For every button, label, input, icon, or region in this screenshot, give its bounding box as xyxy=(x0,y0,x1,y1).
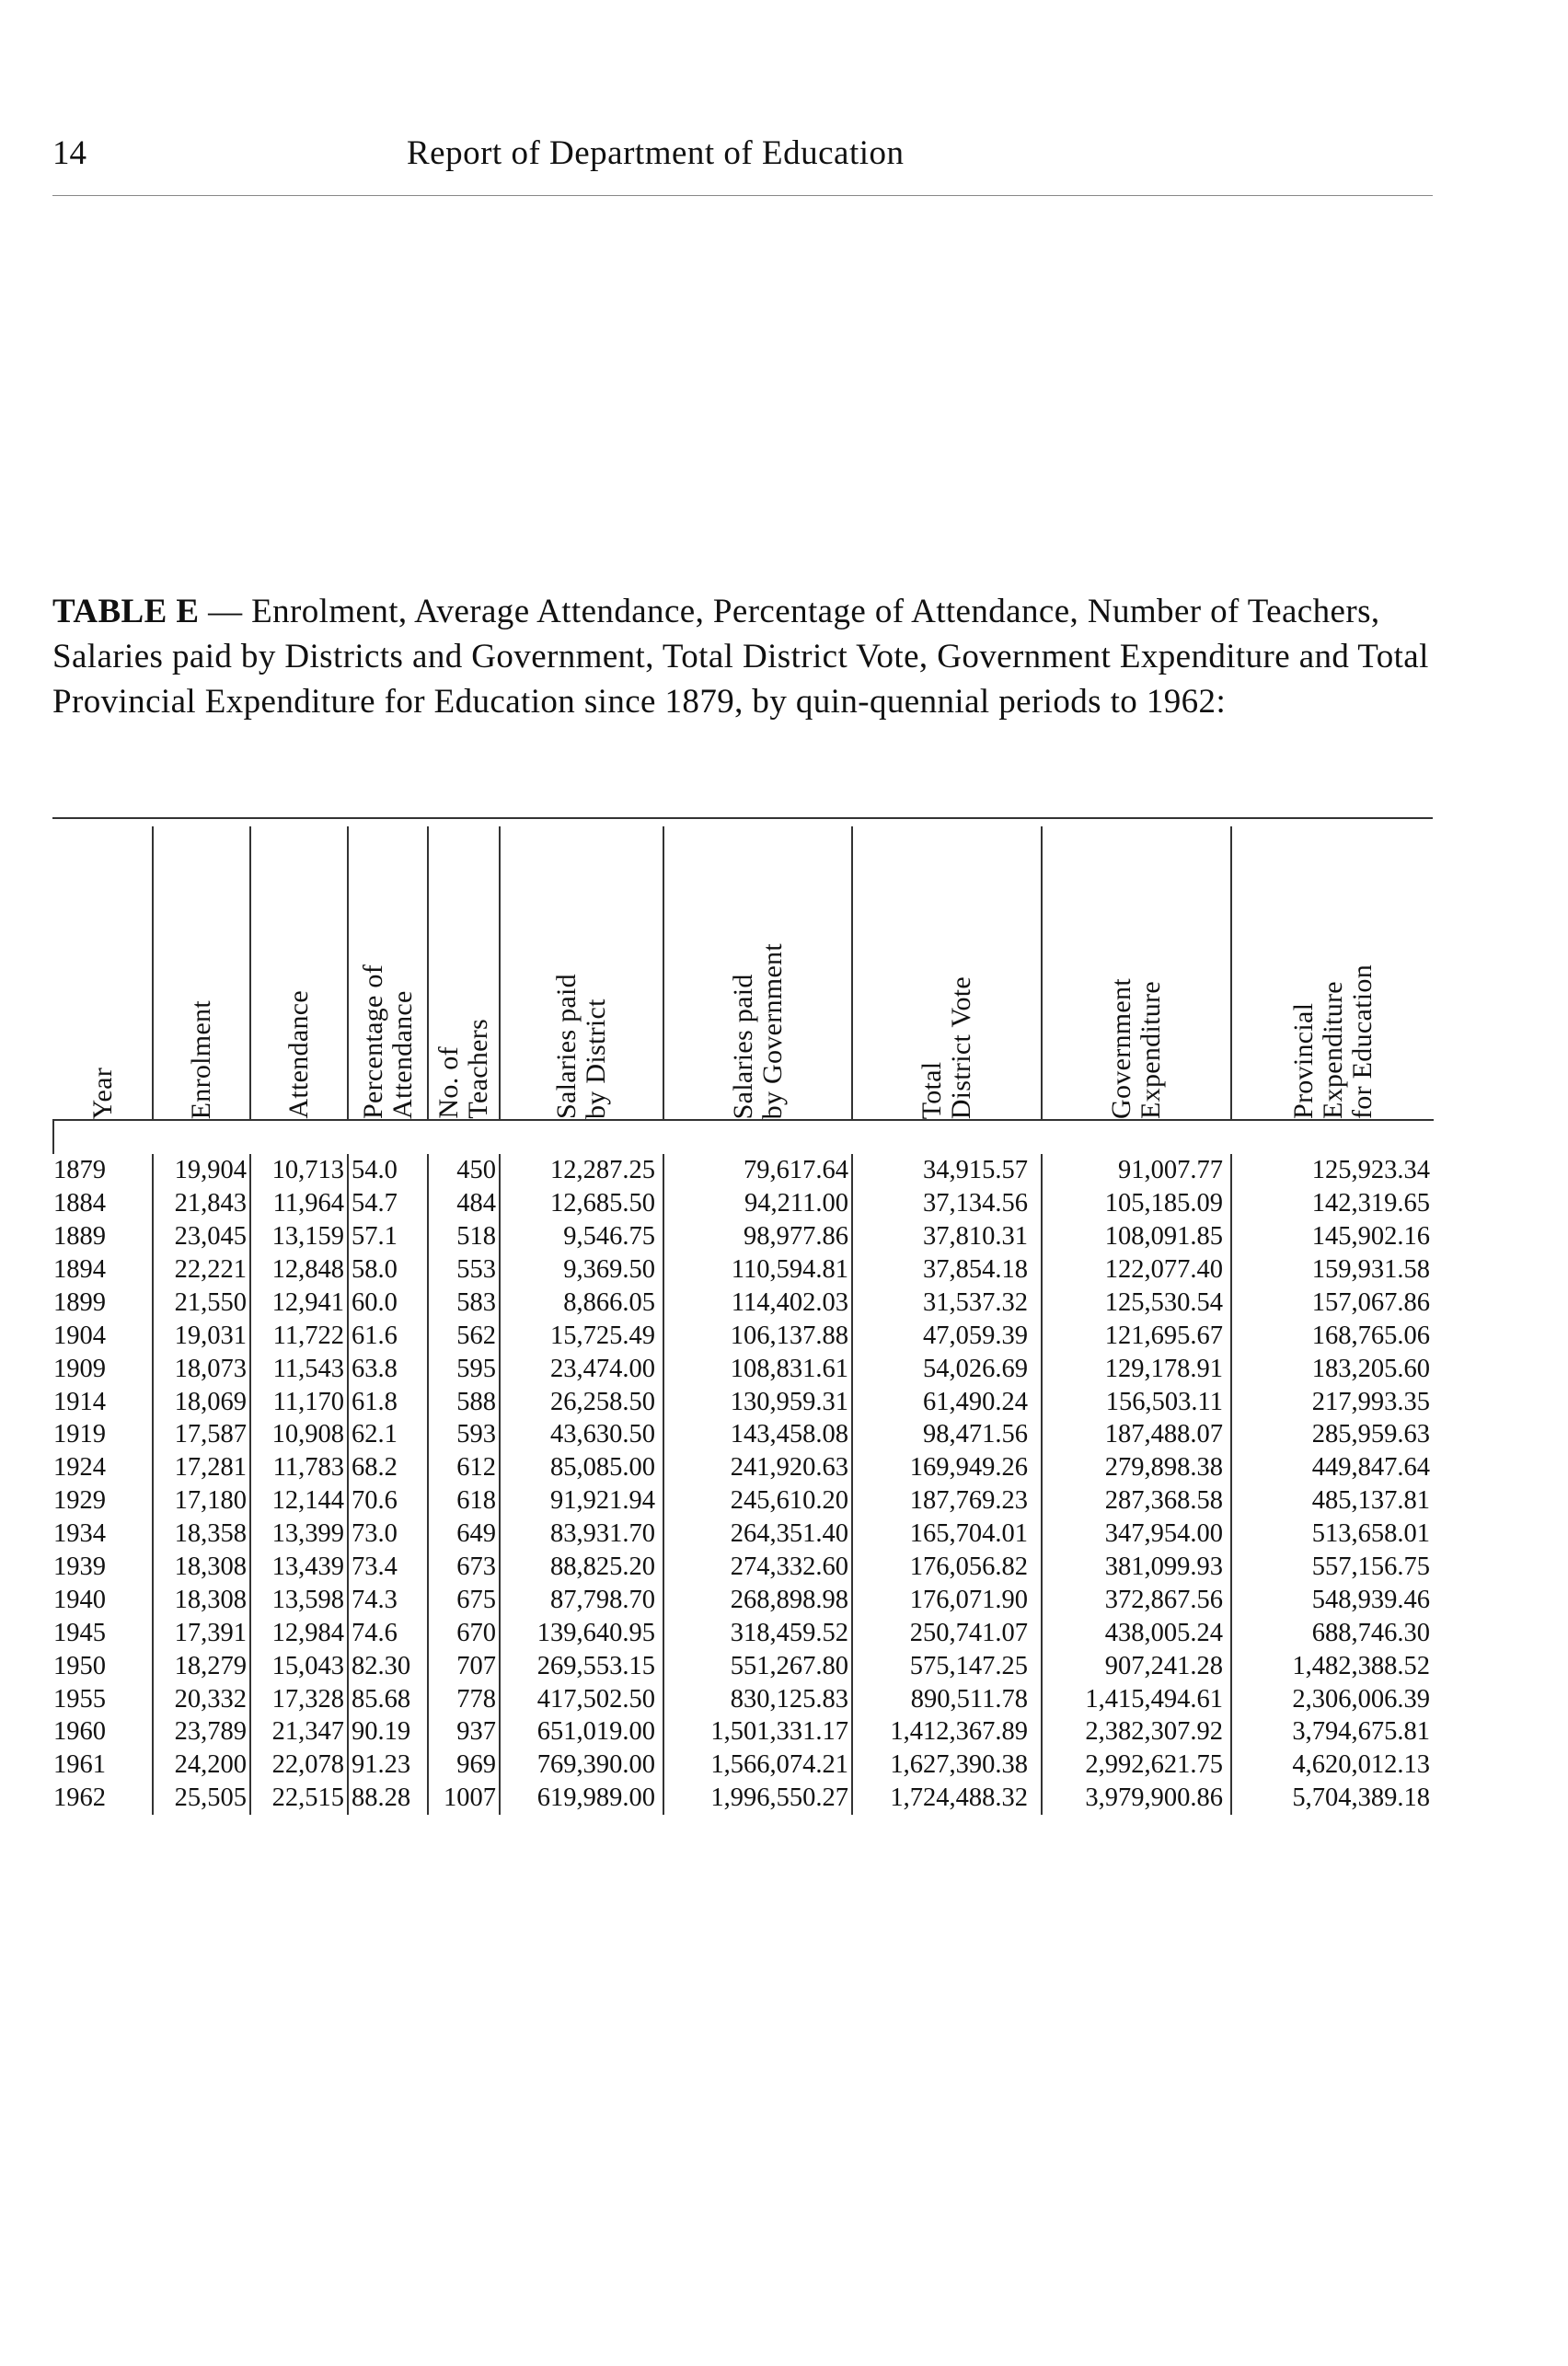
column-header: Salaries paid by Government xyxy=(663,826,852,1120)
table-cell: 707 xyxy=(428,1649,500,1682)
table-cell: 9,546.75 xyxy=(500,1220,663,1253)
table-cell: 11,170 xyxy=(250,1385,348,1418)
table-cell: 142,319.65 xyxy=(1231,1187,1434,1220)
table-cell: 110,594.81 xyxy=(663,1253,852,1287)
table-cell: 129,178.91 xyxy=(1042,1352,1231,1385)
table-row xyxy=(53,1253,1434,1287)
table-row xyxy=(53,1286,1434,1319)
table-cell: 26,258.50 xyxy=(500,1385,663,1418)
table-cell: 83,931.70 xyxy=(500,1518,663,1551)
table-cell: 583 xyxy=(428,1286,500,1319)
table-row xyxy=(53,1319,1434,1352)
table-cell: 595 xyxy=(428,1352,500,1385)
table-row xyxy=(53,1782,1434,1815)
table-cell: 88,825.20 xyxy=(500,1551,663,1584)
table-label: TABLE E xyxy=(52,593,200,630)
table-cell: 125,923.34 xyxy=(1231,1154,1434,1187)
table-cell: 91,921.94 xyxy=(500,1484,663,1518)
table-cell: 1,501,331.17 xyxy=(663,1715,852,1749)
column-header: Enrolment xyxy=(153,826,250,1120)
year-cell: 1934 xyxy=(53,1519,106,1549)
table-cell: 11,783 xyxy=(250,1451,348,1484)
year-cell: 1950 xyxy=(53,1651,106,1680)
table-cell: 122,077.40 xyxy=(1042,1253,1231,1287)
year-cell: 1899 xyxy=(53,1287,106,1317)
table-cell: 143,458.08 xyxy=(663,1418,852,1451)
table-cell: 553 xyxy=(428,1253,500,1287)
table-cell: 1,627,390.38 xyxy=(852,1749,1042,1782)
table-cell: 20,332 xyxy=(153,1682,250,1715)
table-cell: 274,332.60 xyxy=(663,1551,852,1584)
table-cell: 19,031 xyxy=(153,1319,250,1352)
table-cell: 23,789 xyxy=(153,1715,250,1749)
table-cell: 88.28 xyxy=(348,1782,428,1815)
table-cell: 518 xyxy=(428,1220,500,1253)
table-row xyxy=(53,1616,1434,1649)
table-cell: 37,810.31 xyxy=(852,1220,1042,1253)
table-body xyxy=(53,1154,1434,1815)
table-cell: 165,704.01 xyxy=(852,1518,1042,1551)
table-row xyxy=(53,1385,1434,1418)
year-cell: 1939 xyxy=(53,1552,106,1582)
table-cell: 557,156.75 xyxy=(1231,1551,1434,1584)
table-cell: 157,067.86 xyxy=(1231,1286,1434,1319)
table-cell: 12,984 xyxy=(250,1616,348,1649)
table-cell: 10,908 xyxy=(250,1418,348,1451)
table-cell: 54.0 xyxy=(348,1154,428,1187)
table-cell: 17,180 xyxy=(153,1484,250,1518)
year-cell: 1940 xyxy=(53,1585,106,1614)
caption-text: — Enrolment, Average Attendance, Percentage of Attendance, Number of Teachers, Salaries paid by Districts and Government, Total District Vote, Government Expenditure and Total Provincial Expenditure for Education since 1879, by quin-quennial periods to 1962: xyxy=(52,593,1429,721)
table-cell: 513,658.01 xyxy=(1231,1518,1434,1551)
table-cell: 2,992,621.75 xyxy=(1042,1749,1231,1782)
table-cell: 268,898.98 xyxy=(663,1583,852,1616)
table-cell: 47,059.39 xyxy=(852,1319,1042,1352)
header-rule xyxy=(52,195,1433,196)
table-cell: 649 xyxy=(428,1518,500,1551)
table-cell: 60.0 xyxy=(348,1286,428,1319)
table-cell: 31,537.32 xyxy=(852,1286,1042,1319)
table-row xyxy=(53,1154,1434,1187)
table-cell: 21,843 xyxy=(153,1187,250,1220)
column-header: Attendance xyxy=(250,826,348,1120)
column-header: No. of Teachers xyxy=(428,826,500,1120)
table-cell: 688,746.30 xyxy=(1231,1616,1434,1649)
column-header: Government Expenditure xyxy=(1042,826,1231,1120)
table-cell: 18,073 xyxy=(153,1352,250,1385)
table-cell: 13,399 xyxy=(250,1518,348,1551)
table-cell: 24,200 xyxy=(153,1749,250,1782)
table-cell: 37,134.56 xyxy=(852,1187,1042,1220)
table-cell: 612 xyxy=(428,1451,500,1484)
table-cell: 94,211.00 xyxy=(663,1187,852,1220)
table-cell: 125,530.54 xyxy=(1042,1286,1231,1319)
table-cell: 907,241.28 xyxy=(1042,1649,1231,1682)
table-cell: 890,511.78 xyxy=(852,1682,1042,1715)
table-cell: 651,019.00 xyxy=(500,1715,663,1749)
column-header: Total District Vote xyxy=(852,826,1042,1120)
year-cell: 1894 xyxy=(53,1255,106,1284)
table-cell: 5,704,389.18 xyxy=(1231,1782,1434,1815)
page-header xyxy=(52,133,1433,181)
table-cell: 673 xyxy=(428,1551,500,1584)
table-row xyxy=(53,1749,1434,1782)
table-cell: 176,056.82 xyxy=(852,1551,1042,1584)
table-cell: 1007 xyxy=(428,1782,500,1815)
table-cell: 85.68 xyxy=(348,1682,428,1715)
table-row xyxy=(53,1649,1434,1682)
table-cell: 485,137.81 xyxy=(1231,1484,1434,1518)
table-top-rule xyxy=(52,817,1433,819)
table-cell: 73.4 xyxy=(348,1551,428,1584)
year-cell: 1889 xyxy=(53,1222,106,1252)
table-cell: 18,308 xyxy=(153,1583,250,1616)
year-cell: 1914 xyxy=(53,1387,106,1416)
table-cell: 187,769.23 xyxy=(852,1484,1042,1518)
table-cell: 74.6 xyxy=(348,1616,428,1649)
table-cell: 87,798.70 xyxy=(500,1583,663,1616)
table-cell: 13,159 xyxy=(250,1220,348,1253)
table-cell: 12,144 xyxy=(250,1484,348,1518)
table-cell: 106,137.88 xyxy=(663,1319,852,1352)
table-row xyxy=(53,1518,1434,1551)
table-cell: 22,515 xyxy=(250,1782,348,1815)
table-cell: 91.23 xyxy=(348,1749,428,1782)
table-cell: 417,502.50 xyxy=(500,1682,663,1715)
table-cell: 176,071.90 xyxy=(852,1583,1042,1616)
table-cell: 269,553.15 xyxy=(500,1649,663,1682)
table-cell: 12,685.50 xyxy=(500,1187,663,1220)
page-number: 14 xyxy=(52,134,86,172)
table-cell: 90.19 xyxy=(348,1715,428,1749)
table-cell: 23,474.00 xyxy=(500,1352,663,1385)
table-cell: 287,368.58 xyxy=(1042,1484,1231,1518)
table-cell: 168,765.06 xyxy=(1231,1319,1434,1352)
table-cell: 79,617.64 xyxy=(663,1154,852,1187)
table-cell: 11,722 xyxy=(250,1319,348,1352)
table-cell: 318,459.52 xyxy=(663,1616,852,1649)
table-cell: 61.6 xyxy=(348,1319,428,1352)
table-cell: 139,640.95 xyxy=(500,1616,663,1649)
table-cell: 108,091.85 xyxy=(1042,1220,1231,1253)
table-cell: 264,351.40 xyxy=(663,1518,852,1551)
table-cell: 17,587 xyxy=(153,1418,250,1451)
table-cell: 1,415,494.61 xyxy=(1042,1682,1231,1715)
table-cell: 70.6 xyxy=(348,1484,428,1518)
table-cell: 98,977.86 xyxy=(663,1220,852,1253)
table-cell: 68.2 xyxy=(348,1451,428,1484)
table-cell: 588 xyxy=(428,1385,500,1418)
table-cell: 17,391 xyxy=(153,1616,250,1649)
table-cell: 769,390.00 xyxy=(500,1749,663,1782)
table-cell: 3,794,675.81 xyxy=(1231,1715,1434,1749)
table-cell: 17,281 xyxy=(153,1451,250,1484)
table-cell: 62.1 xyxy=(348,1418,428,1451)
table-cell: 8,866.05 xyxy=(500,1286,663,1319)
table-cell: 618 xyxy=(428,1484,500,1518)
table-cell: 22,078 xyxy=(250,1749,348,1782)
table-cell: 21,347 xyxy=(250,1715,348,1749)
table-cell: 9,369.50 xyxy=(500,1253,663,1287)
column-header: Percentage of Attendance xyxy=(348,826,428,1120)
table-cell: 13,439 xyxy=(250,1551,348,1584)
table-cell: 145,902.16 xyxy=(1231,1220,1434,1253)
table-cell: 18,069 xyxy=(153,1385,250,1418)
table-cell: 43,630.50 xyxy=(500,1418,663,1451)
table-cell: 21,550 xyxy=(153,1286,250,1319)
table-cell: 1,482,388.52 xyxy=(1231,1649,1434,1682)
table-cell: 63.8 xyxy=(348,1352,428,1385)
table-cell: 159,931.58 xyxy=(1231,1253,1434,1287)
table-row xyxy=(53,1418,1434,1451)
table-cell: 675 xyxy=(428,1583,500,1616)
year-cell: 1961 xyxy=(53,1750,106,1780)
table-cell: 548,939.46 xyxy=(1231,1583,1434,1616)
table-cell: 17,328 xyxy=(250,1682,348,1715)
table-cell: 187,488.07 xyxy=(1042,1418,1231,1451)
table-cell: 438,005.24 xyxy=(1042,1616,1231,1649)
table-cell: 105,185.09 xyxy=(1042,1187,1231,1220)
table-cell: 57.1 xyxy=(348,1220,428,1253)
statistics-table xyxy=(52,826,1434,1815)
table-cell: 450 xyxy=(428,1154,500,1187)
table-cell: 130,959.31 xyxy=(663,1385,852,1418)
year-cell: 1945 xyxy=(53,1618,106,1647)
table-cell: 449,847.64 xyxy=(1231,1451,1434,1484)
year-cell: 1955 xyxy=(53,1684,106,1714)
table-cell: 593 xyxy=(428,1418,500,1451)
column-header: Salaries paid by District xyxy=(500,826,663,1120)
table-cell: 969 xyxy=(428,1749,500,1782)
table-cell: 241,920.63 xyxy=(663,1451,852,1484)
year-cell: 1919 xyxy=(53,1420,106,1449)
table-cell: 54,026.69 xyxy=(852,1352,1042,1385)
column-header: Provincial Expenditure for Education xyxy=(1231,826,1434,1120)
table-cell: 4,620,012.13 xyxy=(1231,1749,1434,1782)
table-cell: 12,848 xyxy=(250,1253,348,1287)
year-cell: 1909 xyxy=(53,1354,106,1383)
table-cell: 937 xyxy=(428,1715,500,1749)
table-cell: 372,867.56 xyxy=(1042,1583,1231,1616)
year-cell: 1929 xyxy=(53,1486,106,1516)
year-cell: 1962 xyxy=(53,1783,106,1813)
table-cell: 58.0 xyxy=(348,1253,428,1287)
table-cell: 2,306,006.39 xyxy=(1231,1682,1434,1715)
table-cell: 23,045 xyxy=(153,1220,250,1253)
table-cell: 1,724,488.32 xyxy=(852,1782,1042,1815)
header-row xyxy=(53,826,1434,1120)
table-cell: 74.3 xyxy=(348,1583,428,1616)
year-cell: 1960 xyxy=(53,1717,106,1747)
table-row xyxy=(53,1220,1434,1253)
table-cell: 11,543 xyxy=(250,1352,348,1385)
table-cell: 279,898.38 xyxy=(1042,1451,1231,1484)
table-cell: 54.7 xyxy=(348,1187,428,1220)
table-cell: 61,490.24 xyxy=(852,1385,1042,1418)
table-cell: 37,854.18 xyxy=(852,1253,1042,1287)
table-cell: 18,279 xyxy=(153,1649,250,1682)
table-cell: 13,598 xyxy=(250,1583,348,1616)
table-cell: 619,989.00 xyxy=(500,1782,663,1815)
table-cell: 3,979,900.86 xyxy=(1042,1782,1231,1815)
table-cell: 61.8 xyxy=(348,1385,428,1418)
running-title: Report of Department of Education xyxy=(407,134,905,172)
table-row xyxy=(53,1451,1434,1484)
table-cell: 19,904 xyxy=(153,1154,250,1187)
table-cell: 82.30 xyxy=(348,1649,428,1682)
table-cell: 183,205.60 xyxy=(1231,1352,1434,1385)
table-cell: 2,382,307.92 xyxy=(1042,1715,1231,1749)
table-cell: 85,085.00 xyxy=(500,1451,663,1484)
table-cell: 484 xyxy=(428,1187,500,1220)
column-header: Year xyxy=(86,1067,118,1119)
table-cell: 18,308 xyxy=(153,1551,250,1584)
table-cell: 156,503.11 xyxy=(1042,1385,1231,1418)
table-cell: 575,147.25 xyxy=(852,1649,1042,1682)
table-cell: 670 xyxy=(428,1616,500,1649)
table-cell: 18,358 xyxy=(153,1518,250,1551)
table-cell: 250,741.07 xyxy=(852,1616,1042,1649)
table-row xyxy=(53,1187,1434,1220)
table-row xyxy=(53,1551,1434,1584)
table-cell: 217,993.35 xyxy=(1231,1385,1434,1418)
table-cell: 1,996,550.27 xyxy=(663,1782,852,1815)
table-cell: 245,610.20 xyxy=(663,1484,852,1518)
table-row xyxy=(53,1583,1434,1616)
table-cell: 22,221 xyxy=(153,1253,250,1287)
table-cell: 11,964 xyxy=(250,1187,348,1220)
table-cell: 551,267.80 xyxy=(663,1649,852,1682)
year-cell: 1924 xyxy=(53,1453,106,1483)
table-cell: 12,941 xyxy=(250,1286,348,1319)
table-row xyxy=(53,1484,1434,1518)
table-cell: 25,505 xyxy=(153,1782,250,1815)
year-cell: 1879 xyxy=(53,1156,106,1185)
table-cell: 15,725.49 xyxy=(500,1319,663,1352)
table-cell: 91,007.77 xyxy=(1042,1154,1231,1187)
table-cell: 10,713 xyxy=(250,1154,348,1187)
table-cell: 347,954.00 xyxy=(1042,1518,1231,1551)
table-row xyxy=(53,1682,1434,1715)
table-cell: 830,125.83 xyxy=(663,1682,852,1715)
table-cell: 778 xyxy=(428,1682,500,1715)
table-caption xyxy=(52,589,1437,724)
year-cell: 1884 xyxy=(53,1189,106,1218)
table-cell: 73.0 xyxy=(348,1518,428,1551)
table-cell: 114,402.03 xyxy=(663,1286,852,1319)
table-cell: 108,831.61 xyxy=(663,1352,852,1385)
table-row xyxy=(53,1352,1434,1385)
table-cell: 12,287.25 xyxy=(500,1154,663,1187)
table-cell: 381,099.93 xyxy=(1042,1551,1231,1584)
table-cell: 1,412,367.89 xyxy=(852,1715,1042,1749)
table-cell: 34,915.57 xyxy=(852,1154,1042,1187)
table-cell: 1,566,074.21 xyxy=(663,1749,852,1782)
year-cell: 1904 xyxy=(53,1321,106,1350)
table-cell: 121,695.67 xyxy=(1042,1319,1231,1352)
table-cell: 169,949.26 xyxy=(852,1451,1042,1484)
table-cell: 15,043 xyxy=(250,1649,348,1682)
header-rule-row xyxy=(53,1120,1434,1154)
table-row xyxy=(53,1715,1434,1749)
table-cell: 98,471.56 xyxy=(852,1418,1042,1451)
table-cell: 285,959.63 xyxy=(1231,1418,1434,1451)
table-cell: 562 xyxy=(428,1319,500,1352)
